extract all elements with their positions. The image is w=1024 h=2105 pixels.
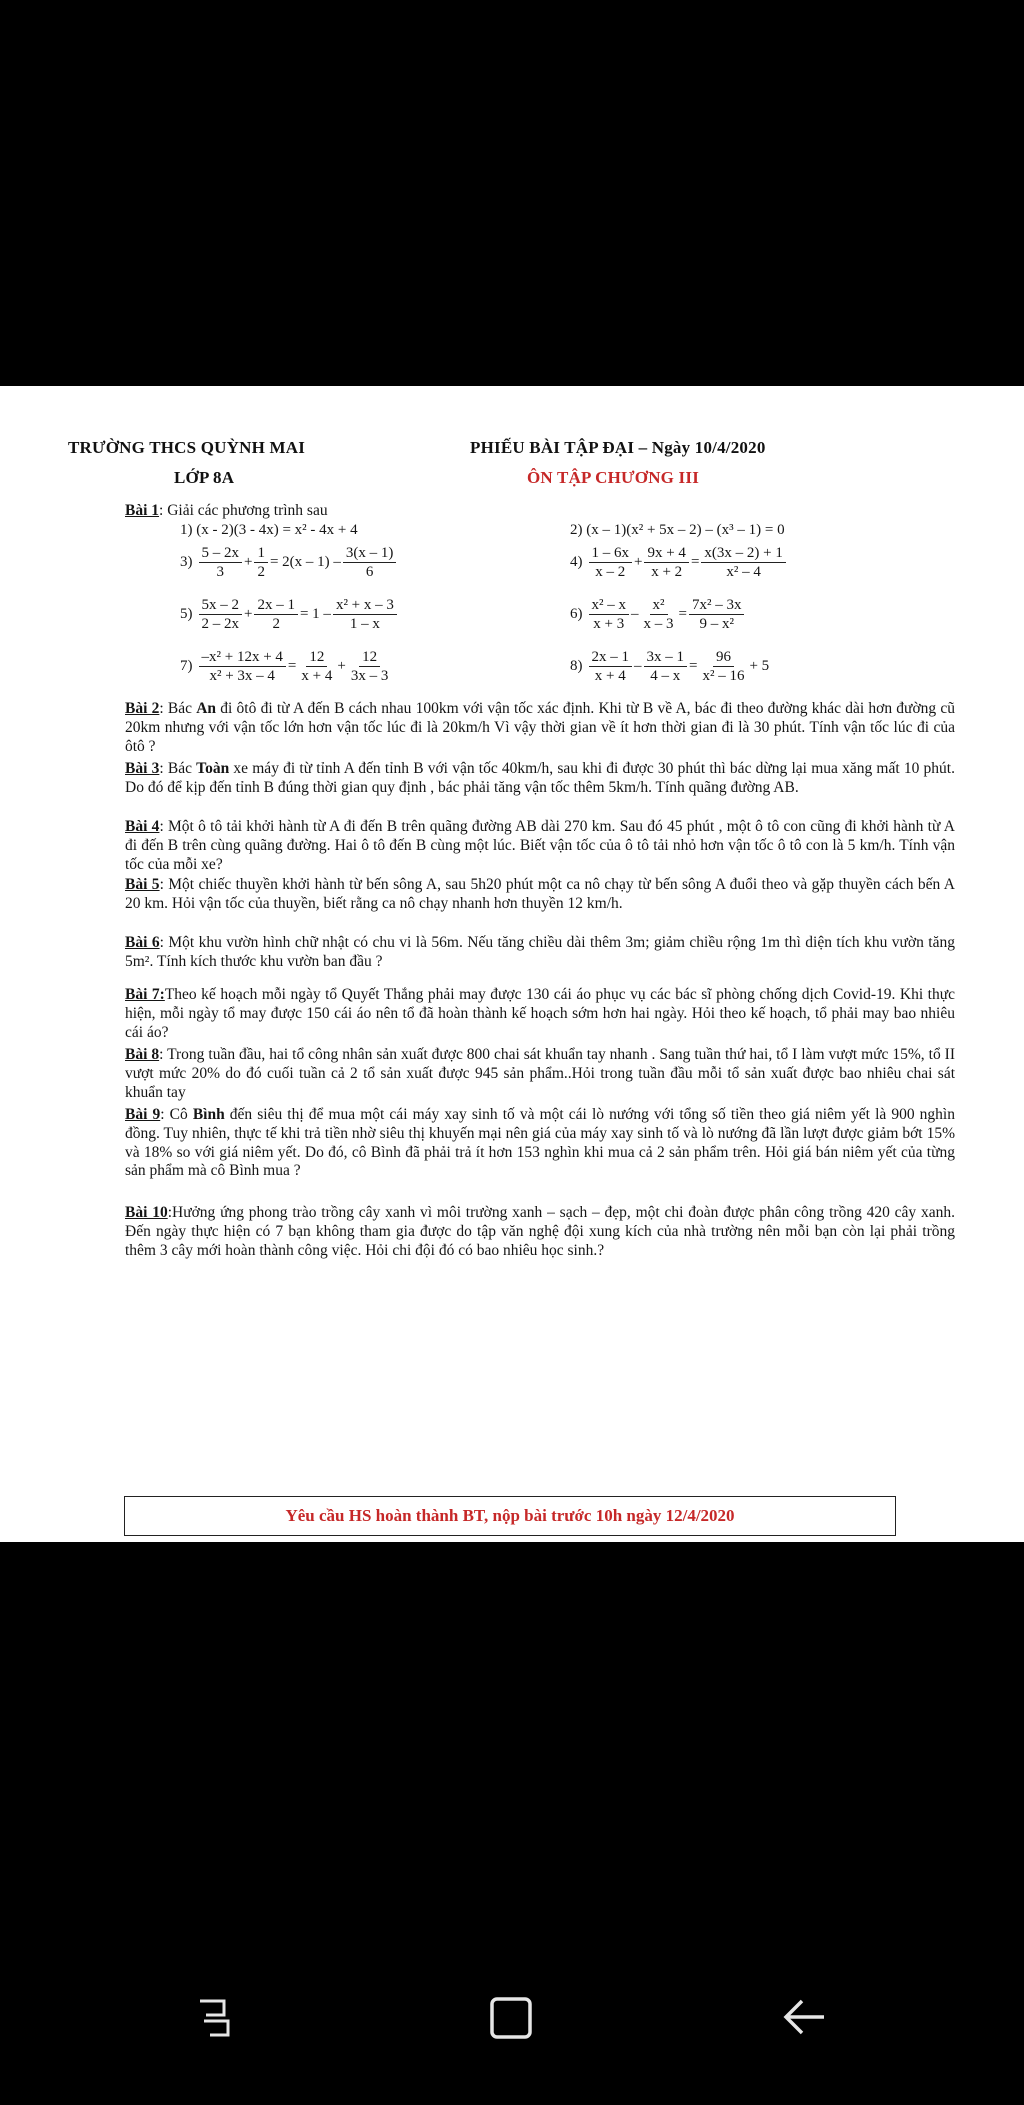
bai3-text: xe máy đi từ tỉnh A đến tỉnh B với vận tốc 40km/h, sau khi đi được 30 phút thì bác dừng lại mua xăng mất 10 phút. Do đó để kịp đến tỉnh B đúng thời gian quy định , bác phải tăng vận tốc thêm 5km/h. Tính quãng đường AB. — [125, 760, 955, 796]
equation-3 — [180, 544, 398, 581]
eq3-frac3: $\frac{3(x - 1)}{6}$ — [343, 544, 397, 581]
bai5-text: : Một chiếc thuyền khởi hành từ bến sông A, sau 5h20 phút một ca nô chạy từ bến sông A đuổi theo và gặp thuyền cách bến A 20 km. Hỏi vận tốc của thuyền, biết rằng ca nô chạy nhanh hơn thuyền 12 km/h. — [125, 876, 955, 912]
equation-4 — [570, 544, 788, 581]
bai9-text: đến siêu thị để mua một cái máy xay sinh tố và một cái lò nướng với tổng số tiền theo giá niêm yết là 900 nghìn đồng. Tuy nhiên, thực tế khi trả tiền nhờ siêu thị khuyến mại nên giá của máy xay sinh tố và lò nướng đã lần lượt được giảm bớt 15% và 18% so với giá niêm yết. Do đó, cô Bình đã phải trả ít hơn 153 nghìn khi mua cả 2 sản phẩm trên. Hỏi giá bán niêm yết của từng sản phẩm mà cô Bình mua ? — [125, 1106, 955, 1180]
school-name: TRƯỜNG THCS QUỲNH MAI — [68, 438, 306, 457]
bai4-text: : Một ô tô tải khởi hành từ A đi đến B trên quãng đường AB dài 270 km. Sau đó 45 phút , một ô tô con cũng đi khởi hành từ A đi đến B trên cùng quãng đường. Hai ô tô đến B cùng một lúc. Biết vận tốc của ô tô tải nhỏ hơn vận tốc ô tô con là 5 km/h. Tính vận tốc của mỗi xe? — [125, 818, 955, 873]
eq7-number: 7) — [180, 658, 193, 674]
bai2-paragraph — [125, 700, 955, 756]
eq5-op1: + — [244, 606, 253, 622]
back-icon — [780, 1995, 828, 2039]
eq7-frac3: $\frac{12}{3x - 3}$ — [350, 649, 389, 684]
bai1-intro: : Giải các phương trình sau — [159, 502, 328, 519]
eq8-number: 8) — [570, 658, 583, 674]
bai9-paragraph — [125, 1106, 955, 1181]
bai6-paragraph — [125, 934, 955, 972]
eq4-frac1: $\frac{1 - 6x}{x - 2}$ — [589, 544, 633, 581]
eq8-tail: + 5 — [749, 658, 770, 674]
deadline-note-box — [124, 1496, 896, 1536]
eq7-frac1: $\frac{\text{–x² + 12x + 4}}{\text{x² + 3x – 4}}$ — [199, 648, 286, 685]
bai8-text: : Trong tuần đầu, hai tổ công nhân sản xuất được 800 chai sát khuẩn tay nhanh . Sang tuần thứ hai, tổ I làm vượt mức 15%, tổ II vượt mức 20% do đó cuối tuần cả 2 tổ sản xuất được 945 sản phẩm..Hỏi trong tuần đầu mỗi tổ sản xuất được bao nhiêu chai sát khuẩn tay — [125, 1046, 955, 1101]
home-icon — [488, 1995, 534, 2041]
eq6-frac2: $\frac{\text{x²}}{x - 3}$ — [643, 597, 674, 632]
document-page — [0, 386, 1024, 1542]
eq5-mid: = 1 – — [299, 606, 331, 622]
eq7-frac2: $\frac{12}{x + 4}$ — [301, 649, 333, 684]
eq6-op1: – — [631, 606, 639, 622]
bai7-text: Theo kế hoạch mỗi ngày tổ Quyết Thắng phải may được 130 cái áo phục vụ các bác sĩ phòng chống dịch Covid-19. Khi thực hiện, mỗi ngày tổ may được 150 cái áo nên tổ đã hoàn thành kế hoạch sớm hơn hai ngày. Hỏi theo kế hoạch, tổ phải may bao nhiêu cái áo? — [125, 986, 956, 1041]
eq4-frac3: $\frac{x(3x - 2) + 1}{\text{x² – 4}}$ — [701, 544, 785, 581]
bai7-label: Bài 7: — [125, 986, 165, 1003]
bai4-paragraph — [125, 818, 955, 874]
bai2-label: Bài 2 — [125, 700, 160, 717]
recent-apps-button[interactable] — [196, 1995, 232, 2044]
bai3-pre: : Bác — [159, 760, 197, 777]
bai8-label: Bài 8 — [125, 1046, 160, 1063]
eq6-frac1: $\frac{\text{x² – x}}{x + 3}$ — [589, 596, 630, 633]
eq5-number: 5) — [180, 606, 193, 622]
eq8-frac3: $\frac{96}{\text{x² – 16}}$ — [702, 649, 745, 684]
eq5-frac3: $\frac{\text{x² + x – 3}}{1 - x}$ — [333, 596, 397, 633]
equation-1: 1) (x - 2)(3 - 4x) = x² - 4x + 4 — [180, 522, 358, 538]
bai3-paragraph — [125, 760, 955, 798]
eq4-frac2: $\frac{9x + 4}{x + 2}$ — [644, 544, 688, 581]
bai9-label: Bài 9 — [125, 1106, 161, 1123]
sheet-title: PHIẾU BÀI TẬP ĐẠI – Ngày 10/4/2020 — [470, 438, 766, 457]
equation-2: 2) (x – 1)(x² + 5x – 2) – (x³ – 1) = 0 — [570, 522, 785, 538]
recent-apps-icon — [196, 1995, 232, 2039]
bai10-paragraph — [125, 1204, 955, 1260]
eq8-mid: = — [689, 658, 698, 674]
bai3-name: Toàn — [196, 760, 230, 777]
bai9-pre: : Cô — [160, 1106, 193, 1123]
bai10-label: Bài 10 — [125, 1204, 168, 1221]
eq3-frac2: $\frac{1}{2}$ — [254, 544, 268, 581]
home-button[interactable] — [488, 1995, 534, 2046]
equation-6 — [570, 596, 746, 633]
bai3-label: Bài 3 — [125, 760, 160, 777]
bai7-paragraph — [125, 986, 955, 1042]
equation-5 — [180, 596, 399, 633]
eq3-frac1: $\frac{5 - 2x}{3}$ — [199, 544, 243, 581]
eq5-frac1: $\frac{5x - 2}{2 - 2x}$ — [199, 596, 243, 633]
bai5-paragraph — [125, 876, 955, 914]
eq7-mid: + — [337, 658, 346, 674]
bai9-name: Bình — [192, 1106, 225, 1123]
bai1-heading — [125, 502, 955, 521]
equation-8 — [570, 648, 769, 685]
eq3-mid: = 2(x – 1) – — [269, 554, 341, 570]
eq4-number: 4) — [570, 554, 583, 570]
bai6-text: : Một khu vườn hình chữ nhật có chu vi là 56m. Nếu tăng chiều dài thêm 3m; giảm chiều rộng 1m thì diện tích khu vườn tăng 5m². Tính kích thước khu vườn ban đầu ? — [125, 934, 955, 970]
eq4-op1: + — [634, 554, 643, 570]
bai5-label: Bài 5 — [125, 876, 160, 893]
eq6-number: 6) — [570, 606, 583, 622]
bai2-text: đi ôtô đi từ A đến B cách nhau 100km với vận tốc xác định. Khi từ B về A, bác đi theo đường khác dài hơn đường cũ 20km nhưng với vận tốc lớn hơn vận tốc lúc đi là 20km/h Vì vậy thời gian về ít hơn thời gian đi là 30 phút. Tính vận tốc lúc đi của ôtô ? — [125, 700, 955, 755]
bai4-label: Bài 4 — [125, 818, 160, 835]
eq5-frac2: $\frac{2x - 1}{2}$ — [254, 596, 298, 633]
eq6-frac3: $\frac{\text{7x² – 3x}}{\text{9 – x²}}$ — [689, 596, 745, 633]
eq8-frac1: $\frac{2x - 1}{x + 4}$ — [589, 648, 633, 685]
eq8-frac2: $\frac{3x - 1}{4 - x}$ — [644, 648, 688, 685]
eq4-mid: = — [690, 554, 700, 570]
bai6-label: Bài 6 — [125, 934, 160, 951]
equation-7 — [180, 648, 393, 685]
eq3-op1: + — [244, 554, 253, 570]
bai2-pre: : Bác — [159, 700, 197, 717]
bai2-name: An — [196, 700, 217, 717]
eq6-mid: = — [678, 606, 687, 622]
back-button[interactable] — [780, 1995, 828, 2044]
eq8-op1: – — [634, 658, 642, 674]
class-name: LỚP 8A — [174, 468, 235, 487]
bai1-label: Bài 1 — [125, 502, 160, 519]
deadline-note: Yêu cầu HS hoàn thành BT, nộp bài trước 10h ngày 12/4/2020 — [285, 1506, 735, 1525]
bai8-paragraph — [125, 1046, 955, 1102]
chapter-title: ÔN TẬP CHƯƠNG III — [527, 468, 700, 487]
eq7-op1: = — [287, 658, 297, 674]
eq3-number: 3) — [180, 554, 193, 570]
bai10-text: :Hưởng ứng phong trào trồng cây xanh vì môi trường xanh – sạch – đẹp, một chi đoàn được phân công trồng 420 cây xanh. Đến ngày thực hiện có 7 bạn không tham gia được do tập văn nghệ đội xung kích của nhà trường nên mỗi bạn còn lại phải trồng thêm 3 cây mới hoàn thành công việc. Hỏi chi đội đó có bao nhiêu học sinh.? — [125, 1204, 955, 1259]
